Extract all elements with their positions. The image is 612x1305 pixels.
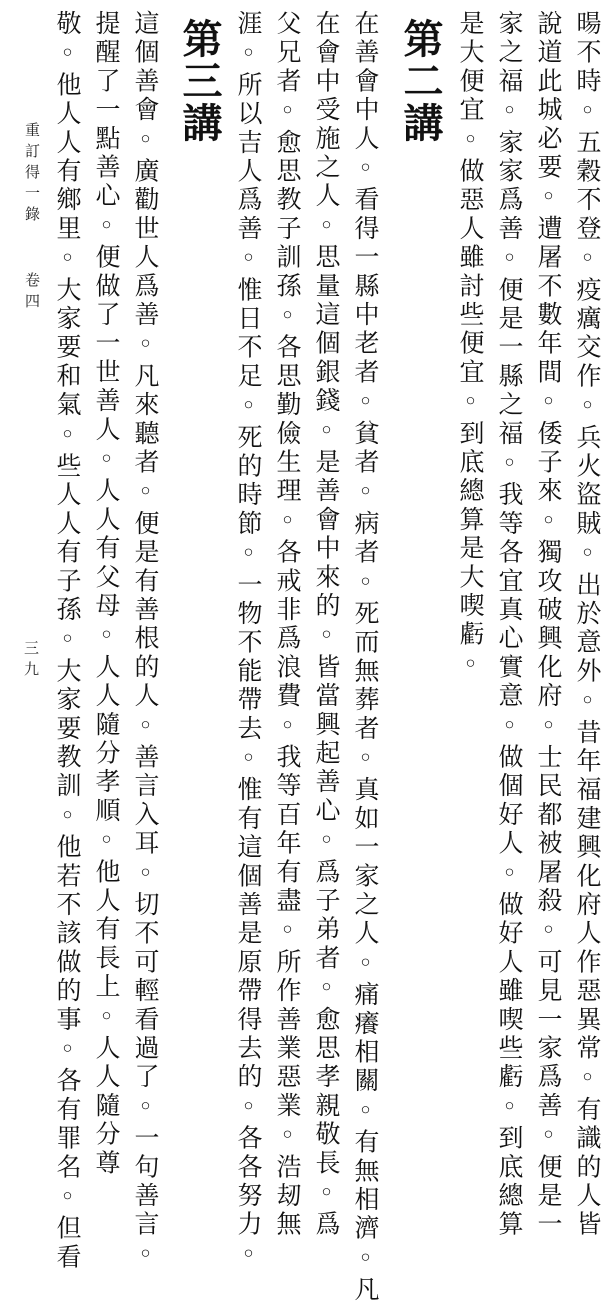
text-column: 父兄者◦愈思教子訓孫◦各思勤儉生理◦各戒非爲浪費◦我等百年有盡◦所作善業惡業◦浩刼無 <box>273 10 302 1240</box>
text-column: 提醒了一點善心◦便做了一世善人◦人人有父母◦人人隨分孝順◦他人有長上◦人人隨分尊 <box>92 10 121 1178</box>
section-heading: 第二講 <box>397 18 444 144</box>
text-column: 是大便宜◦做惡人雖討些便宜◦到底總算是大喫虧◦ <box>456 10 485 683</box>
text-column: 在會中受施之人◦思量這個銀錢◦是善會中來的◦皆當興起善心◦爲子弟者◦愈思孝親敬長◦爲 <box>312 10 341 1240</box>
text-column: 家之福◦家家爲善◦便是一縣之福◦我等各宜真心實意◦做個好人◦做好人雖喫些虧◦到底總算 <box>495 10 524 1240</box>
text-column: 說道此城必要◦遭屠不數年間◦倭子來◦獨攻破興化府◦士民都被屠殺◦可見一家爲善◦便是一 <box>534 10 563 1240</box>
text-column: 敬◦他人人有鄉里◦大家要和氣◦些人人有子孫◦大家要教訓◦他若不該做的事◦各有罪名◦但看 <box>53 10 82 1273</box>
book-title: 重訂得一錄 <box>23 122 41 227</box>
page-number: 三九 <box>22 640 40 682</box>
section-heading: 第三講 <box>176 18 223 144</box>
text-column: 涯◦所以吉人爲善◦惟日不足◦死的時節◦一物不能帶去◦惟有這個善是原帶得去的◦各各努力◦ <box>234 10 263 1273</box>
text-column: 這個善會◦廣勸世人爲善◦凡來聽者◦便是有善根的人◦善言入耳◦切不可輕看過了◦一句善言◦ <box>131 10 160 1273</box>
text-column: 暘不時◦五穀不登◦疫癘交作◦兵火盜賊◦出於意外◦昔年福建興化府人作惡異常◦有識的人皆 <box>573 10 602 1240</box>
text-column: 在善會中人◦看得一縣中老者◦貧者◦病者◦死而無葬者◦真如一家之人◦痛癢相關◦有無相濟◦凡 <box>351 10 380 1305</box>
volume-label: 卷四 <box>23 272 41 314</box>
